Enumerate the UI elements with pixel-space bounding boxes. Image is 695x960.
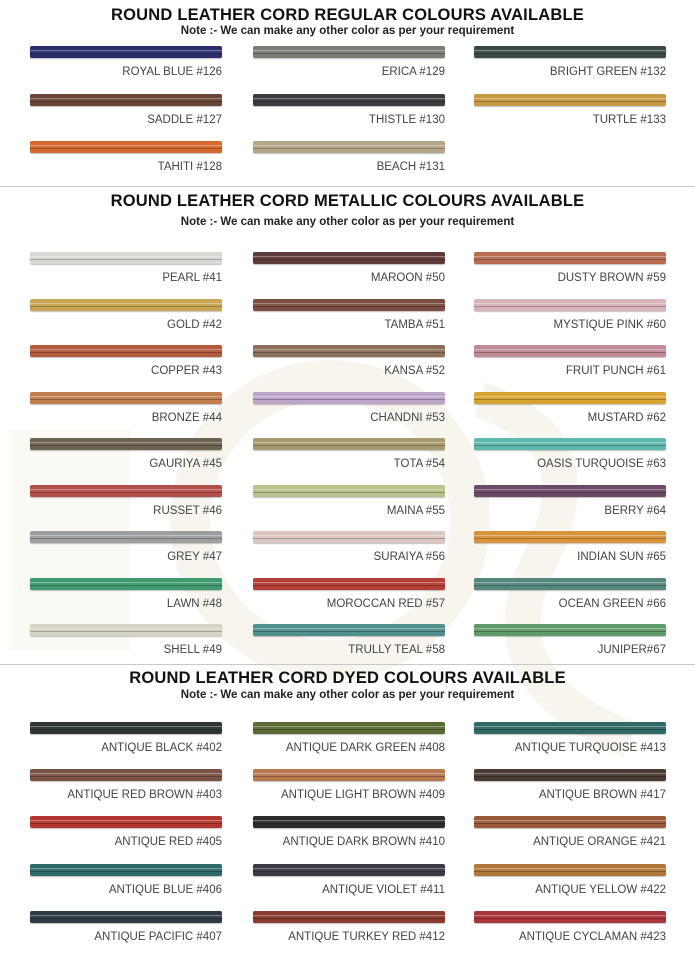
cord-swatch	[253, 141, 445, 153]
cord-label: ANTIQUE DARK BROWN #410	[282, 836, 445, 849]
cord-label: BEACH #131	[376, 161, 445, 173]
cord-label: FRUIT PUNCH #61	[565, 365, 666, 377]
cord-label: ANTIQUE LIGHT BROWN #409	[280, 789, 445, 802]
cord-swatch	[474, 624, 666, 636]
cord-label: OCEAN GREEN #66	[558, 597, 666, 610]
section-divider	[0, 186, 695, 187]
cord-swatch	[30, 531, 222, 543]
cord-label: ANTIQUE TURQUOISE #413	[514, 742, 666, 754]
cord-swatch	[253, 911, 445, 923]
cord-label: ANTIQUE YELLOW #422	[535, 883, 666, 896]
cord-swatch	[30, 392, 222, 404]
cord-label: GAURIYA #45	[149, 458, 222, 470]
cord-label: ANTIQUE VIOLET #411	[322, 883, 445, 896]
cord-label: CHANDNI #53	[370, 411, 445, 424]
cord-swatch	[474, 345, 666, 357]
cord-swatch	[474, 911, 666, 923]
cord-swatch	[474, 485, 666, 497]
cord-swatch	[253, 816, 445, 828]
section-note: Note :- We can make any other color as per your requirement	[180, 689, 515, 701]
cord-swatch	[474, 816, 666, 828]
cord-swatch	[253, 578, 445, 590]
cord-swatch	[30, 252, 222, 264]
cord-label: MYSTIQUE PINK #60	[553, 318, 666, 331]
cord-swatch	[253, 392, 445, 404]
cord-label: TRULLY TEAL #58	[348, 644, 445, 656]
section-title: ROUND LEATHER CORD DYED COLOURS AVAILABLE	[129, 669, 566, 687]
cord-label: THISTLE #130	[368, 113, 445, 126]
cord-swatch	[253, 624, 445, 636]
cord-label: SADDLE #127	[147, 113, 222, 126]
cord-swatch	[30, 769, 222, 781]
section-note: Note :- We can make any other color as per your requirement	[180, 216, 515, 228]
cord-swatch	[474, 578, 666, 590]
cord-label: SURAIYA #56	[373, 551, 445, 563]
cord-label: ERICA #129	[381, 66, 445, 78]
cord-swatch	[30, 816, 222, 828]
section-title: ROUND LEATHER CORD REGULAR COLOURS AVAILABLE	[111, 6, 584, 24]
cord-swatch	[253, 531, 445, 543]
cord-swatch	[474, 722, 666, 734]
cord-swatch	[30, 345, 222, 357]
cord-label: TAHITI #128	[157, 161, 222, 173]
cord-label: TAMBA #51	[384, 318, 445, 331]
cord-swatch	[30, 141, 222, 153]
cord-label: BRIGHT GREEN #132	[549, 66, 666, 78]
cord-swatch	[30, 624, 222, 636]
cord-swatch	[253, 438, 445, 450]
cord-swatch	[30, 911, 222, 923]
cord-swatch	[474, 531, 666, 543]
cord-label: ANTIQUE BROWN #417	[538, 789, 666, 802]
cord-label: SHELL #49	[163, 644, 222, 656]
cord-swatch	[253, 722, 445, 734]
cord-swatch	[30, 94, 222, 106]
cord-label: COPPER #43	[151, 365, 222, 377]
cord-swatch	[253, 299, 445, 311]
cord-label: ROYAL BLUE #126	[122, 66, 222, 78]
cord-label: ANTIQUE RED BROWN #403	[67, 789, 222, 802]
cord-label: BRONZE #44	[151, 411, 222, 424]
section-note: Note :- We can make any other color as per your requirement	[180, 25, 515, 37]
cord-swatch	[253, 345, 445, 357]
section-title: ROUND LEATHER CORD METALLIC COLOURS AVAILABLE	[110, 192, 585, 210]
cord-label: MUSTARD #62	[587, 411, 666, 424]
cord-swatch	[474, 46, 666, 58]
cord-swatch	[474, 252, 666, 264]
cord-label: LAWN #48	[166, 597, 222, 610]
cord-swatch	[30, 438, 222, 450]
cord-swatch	[474, 438, 666, 450]
cord-label: TOTA #54	[393, 458, 445, 470]
cord-swatch	[30, 578, 222, 590]
cord-label: MAINA #55	[386, 504, 445, 517]
cord-label: ANTIQUE ORANGE #421	[533, 836, 666, 849]
cord-swatch	[30, 485, 222, 497]
cord-swatch	[253, 485, 445, 497]
cord-label: KANSA #52	[384, 365, 445, 377]
cord-swatch	[30, 299, 222, 311]
cord-label: MAROON #50	[370, 272, 445, 284]
cord-label: GREY #47	[167, 551, 222, 563]
cord-swatch	[474, 299, 666, 311]
cord-label: TURTLE #133	[592, 113, 666, 126]
cord-label: ANTIQUE BLACK #402	[101, 742, 222, 754]
section-divider	[0, 664, 695, 665]
cord-swatch	[253, 864, 445, 876]
cord-label: ANTIQUE CYCLAMAN #423	[519, 930, 666, 943]
cord-label: ANTIQUE DARK GREEN #408	[285, 742, 445, 754]
cord-label: MOROCCAN RED #57	[326, 597, 445, 610]
cord-label: ANTIQUE PACIFIC #407	[94, 930, 222, 943]
cord-label: BERRY #64	[604, 504, 666, 517]
cord-label: ANTIQUE TURKEY RED #412	[288, 930, 445, 943]
cord-label: ANTIQUE RED #405	[114, 836, 222, 849]
cord-swatch	[30, 864, 222, 876]
cord-label: RUSSET #46	[153, 504, 222, 517]
cord-swatch	[253, 769, 445, 781]
cord-swatch	[474, 392, 666, 404]
cord-label: OASIS TURQUOISE #63	[537, 458, 666, 470]
cord-swatch	[253, 94, 445, 106]
cord-label: JUNIPER#67	[597, 644, 666, 656]
cord-label: PEARL #41	[162, 272, 222, 284]
cord-swatch	[30, 722, 222, 734]
cord-label: GOLD #42	[167, 318, 222, 331]
cord-swatch	[30, 46, 222, 58]
cord-swatch	[253, 252, 445, 264]
cord-label: INDIAN SUN #65	[577, 551, 666, 563]
cord-label: ANTIQUE BLUE #406	[108, 883, 222, 896]
cord-swatch	[253, 46, 445, 58]
cord-swatch	[474, 769, 666, 781]
cord-swatch	[474, 94, 666, 106]
cord-swatch	[474, 864, 666, 876]
cord-label: DUSTY BROWN #59	[557, 272, 666, 284]
